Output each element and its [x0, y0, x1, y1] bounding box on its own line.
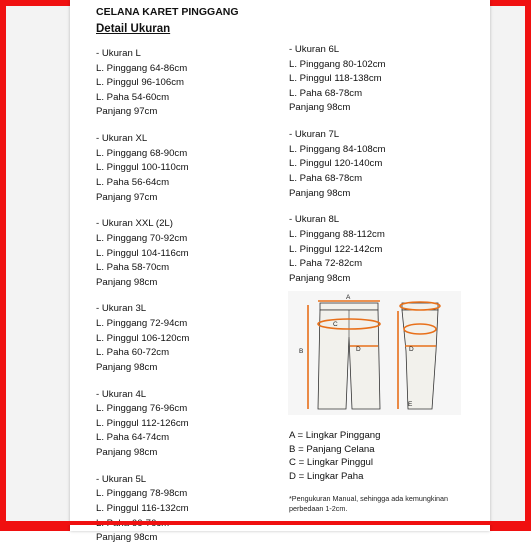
length-measure: Panjang 97cm: [96, 191, 276, 206]
size-block: [96, 302, 276, 375]
thigh-measure: L. Paha 68-78cm: [289, 172, 469, 187]
document-title: CELANA KARET PINGGANG: [96, 6, 239, 18]
pants-side-illustration: [402, 303, 438, 409]
size-name: - Ukuran 5L: [96, 473, 276, 488]
thigh-measure: L. Paha 72-82cm: [289, 257, 469, 272]
thigh-measure: L. Paha 64-74cm: [96, 431, 276, 446]
length-measure: Panjang 98cm: [96, 446, 276, 461]
label-b: B: [299, 348, 303, 355]
thigh-measure: L. Paha 54-60cm: [96, 91, 276, 106]
waist-measure: L. Pinggang 70-92cm: [96, 232, 276, 247]
length-measure: Panjang 97cm: [96, 105, 276, 120]
size-name: - Ukuran 6L: [289, 43, 469, 58]
legend-item: C = Lingkar Pinggul: [289, 456, 380, 470]
legend-item: D = Lingkar Paha: [289, 470, 380, 484]
waist-measure: L. Pinggang 78-98cm: [96, 487, 276, 502]
length-measure: Panjang 98cm: [96, 276, 276, 291]
label-c: C: [333, 321, 338, 328]
size-block: [96, 132, 276, 205]
size-block: [289, 128, 469, 201]
hip-measure: L. Pinggul 100-110cm: [96, 161, 276, 176]
size-name: - Ukuran XL: [96, 132, 276, 147]
thigh-measure: L. Paha 56-64cm: [96, 176, 276, 191]
size-block: [96, 217, 276, 290]
waist-measure: L. Pinggang 72-94cm: [96, 317, 276, 332]
hip-measure: L. Pinggul 118-138cm: [289, 72, 469, 87]
size-name: - Ukuran XXL (2L): [96, 217, 276, 232]
measurement-legend: [289, 429, 380, 483]
frame-bottom-band: [6, 521, 525, 525]
thigh-measure: L. Paha 60-72cm: [96, 346, 276, 361]
label-d-front: D: [356, 346, 361, 353]
size-block: [96, 388, 276, 461]
waist-measure: L. Pinggang 80-102cm: [289, 58, 469, 73]
legend-item: B = Panjang Celana: [289, 443, 380, 457]
label-d-side: D: [409, 346, 414, 353]
size-name: - Ukuran L: [96, 47, 276, 62]
waist-measure: L. Pinggang 64-86cm: [96, 62, 276, 77]
thigh-measure: L. Paha 66-76cm: [96, 517, 276, 532]
size-name: - Ukuran 8L: [289, 213, 469, 228]
length-measure: Panjang 98cm: [96, 531, 276, 546]
length-measure: Panjang 98cm: [289, 187, 469, 202]
label-a: A: [346, 294, 351, 301]
document-subtitle: Detail Ukuran: [96, 23, 170, 35]
size-block: [289, 43, 469, 116]
waist-measure: L. Pinggang 84-108cm: [289, 143, 469, 158]
hip-measure: L. Pinggul 116-132cm: [96, 502, 276, 517]
size-block: [289, 213, 469, 286]
length-measure: Panjang 98cm: [96, 361, 276, 376]
size-block: [96, 473, 276, 546]
waist-measure: L. Pinggang 76-96cm: [96, 402, 276, 417]
length-measure: Panjang 98cm: [289, 101, 469, 116]
measurement-note: *Pengukuran Manual, sehingga ada kemungkinan perbedaan 1-2cm.: [289, 494, 469, 514]
size-name: - Ukuran 7L: [289, 128, 469, 143]
length-measure: Panjang 98cm: [289, 272, 469, 287]
size-name: - Ukuran 4L: [96, 388, 276, 403]
hip-measure: L. Pinggul 96-106cm: [96, 76, 276, 91]
thigh-measure: L. Paha 58-70cm: [96, 261, 276, 276]
size-column-left: [96, 47, 276, 558]
hip-measure: L. Pinggul 106-120cm: [96, 332, 276, 347]
thigh-measure: L. Paha 68-78cm: [289, 87, 469, 102]
hip-measure: L. Pinggul 122-142cm: [289, 243, 469, 258]
legend-item: A = Lingkar Pinggang: [289, 429, 380, 443]
hip-measure: L. Pinggul 104-116cm: [96, 247, 276, 262]
waist-measure: L. Pinggang 88-112cm: [289, 228, 469, 243]
hip-measure: L. Pinggul 112-126cm: [96, 417, 276, 432]
size-block: [96, 47, 276, 120]
waist-measure: L. Pinggang 68-90cm: [96, 147, 276, 162]
label-e: E: [408, 401, 413, 408]
pants-measurement-diagram: [288, 291, 461, 415]
size-column-right: [289, 43, 469, 298]
hip-measure: L. Pinggul 120-140cm: [289, 157, 469, 172]
size-name: - Ukuran 3L: [96, 302, 276, 317]
